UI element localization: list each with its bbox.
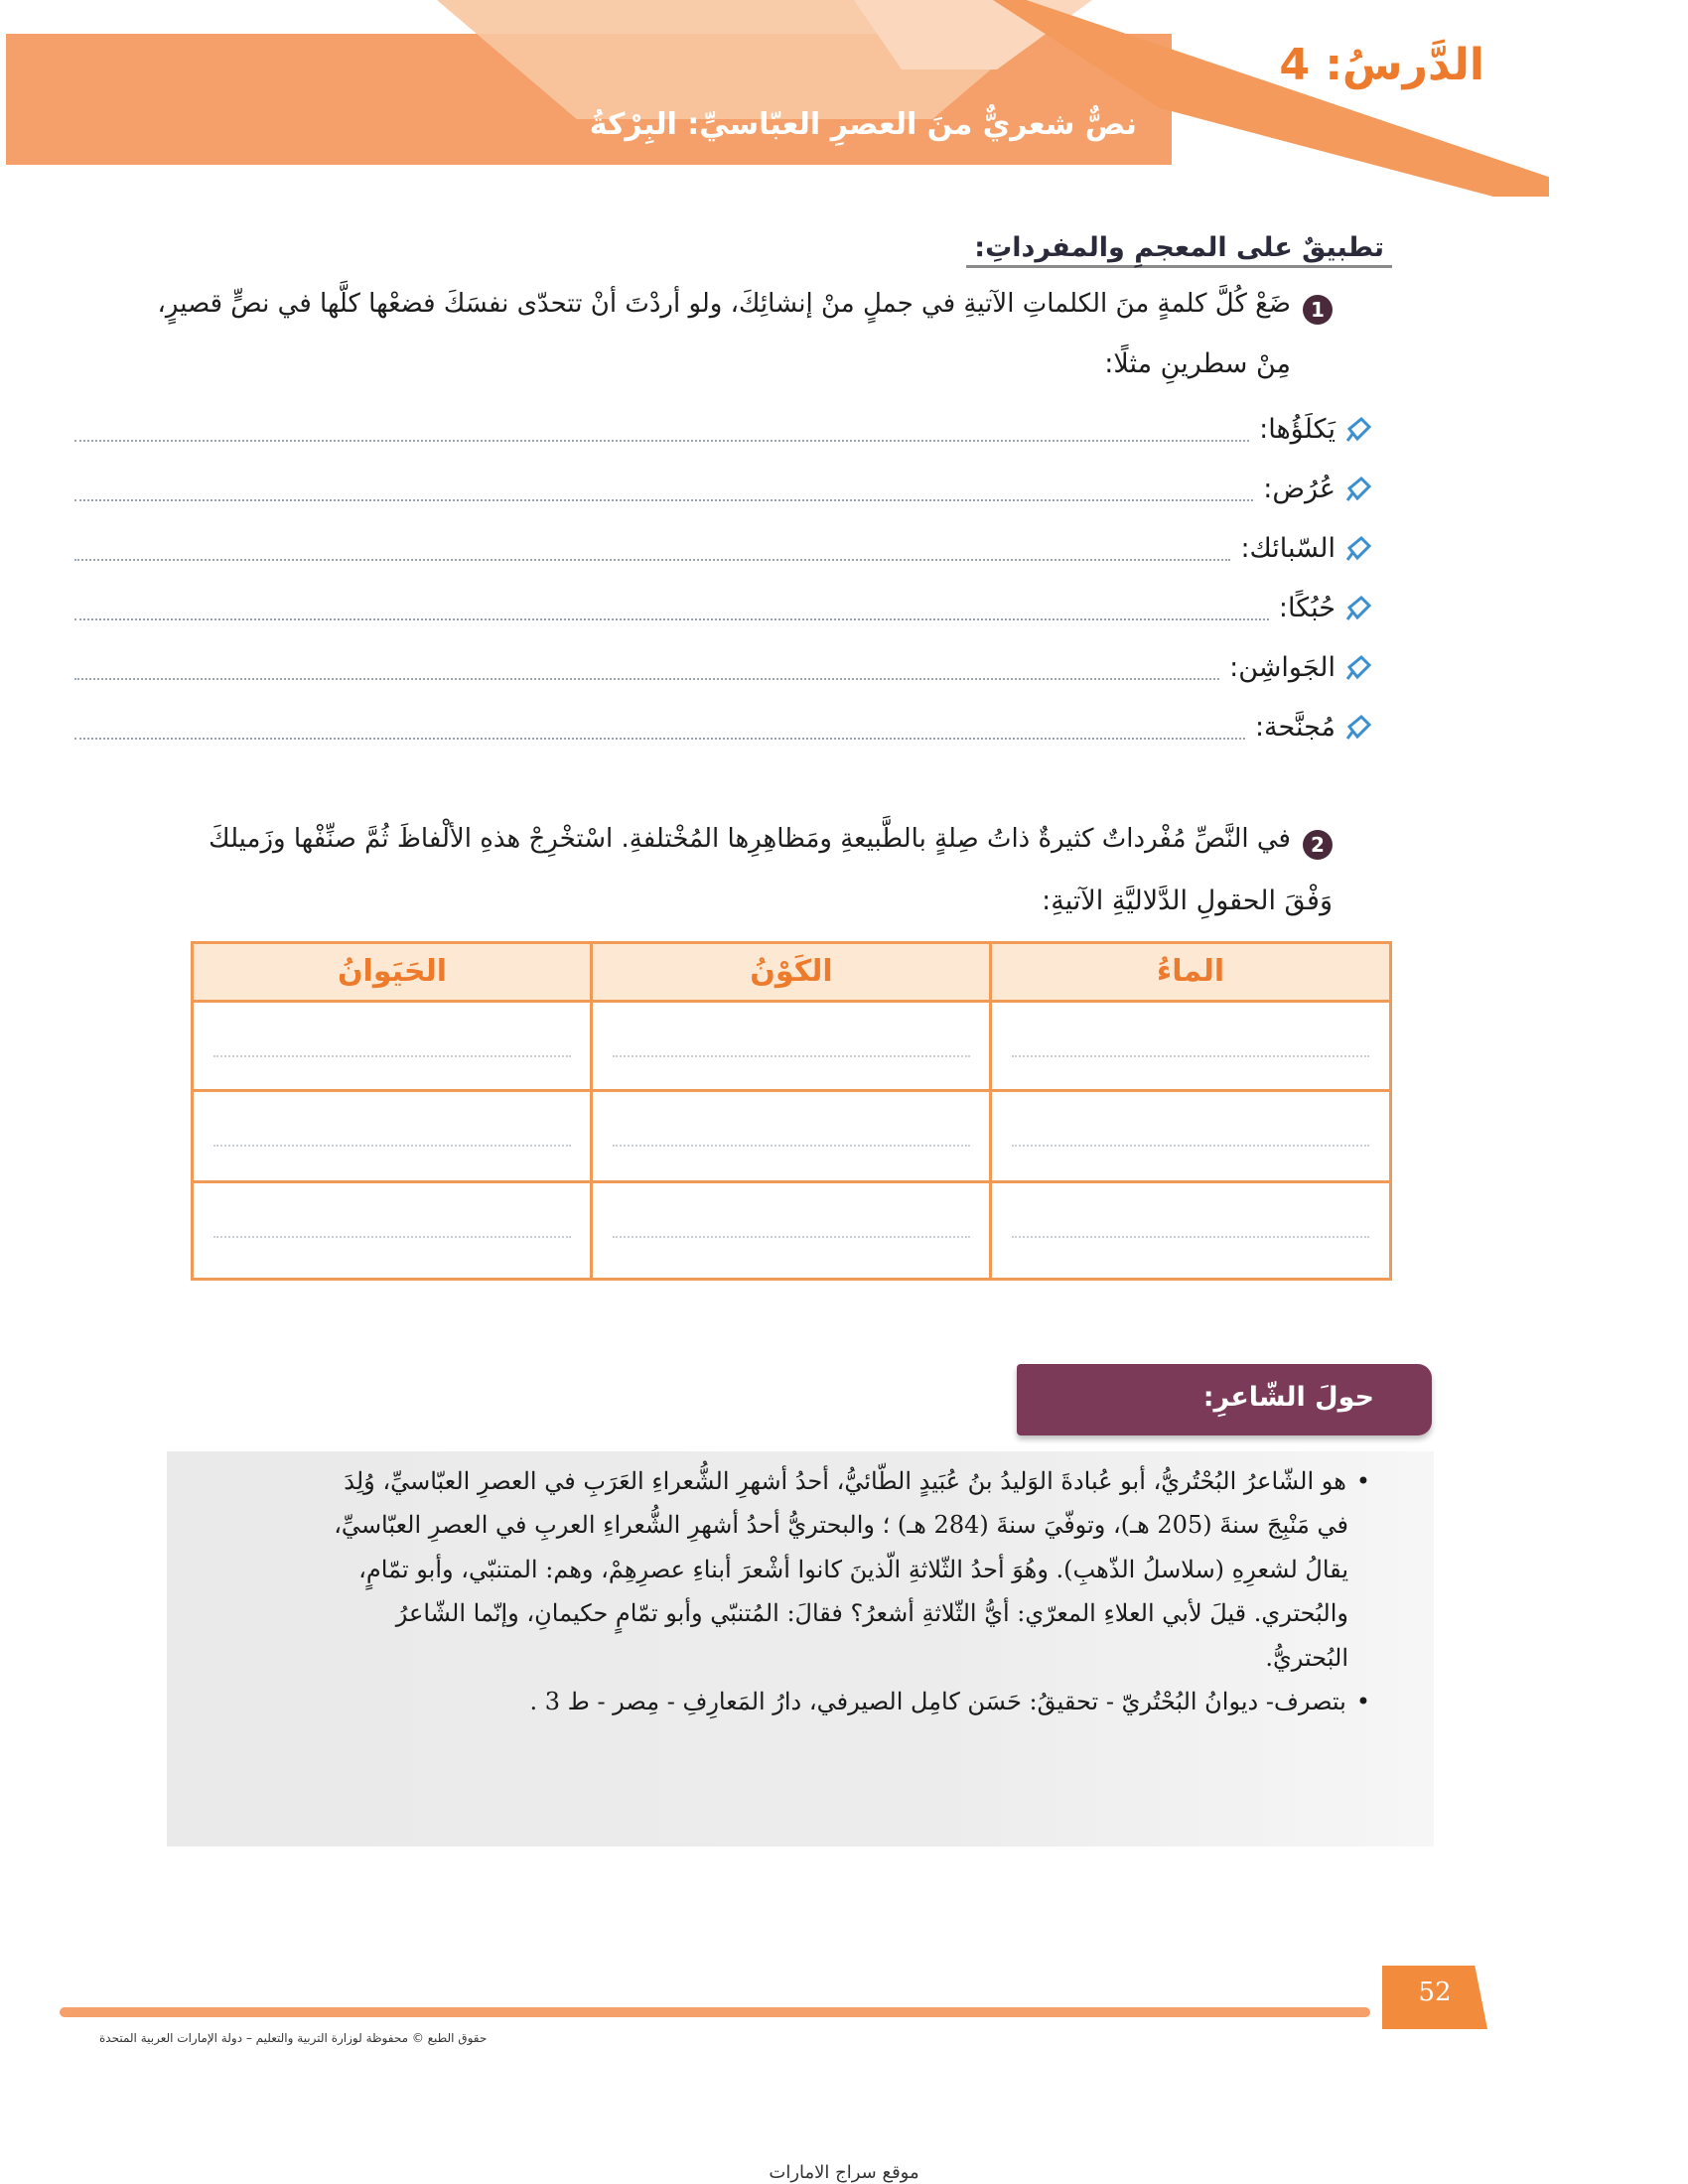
poet-bio-line: في مَنْبِجَ سنةَ (205 هـ)، وتوفّيَ سنةَ (284 هـ) ؛ والبحتريُّ أحدُ أشهرِ الشُّعراءِ العربِ في العصرِ العبّاسيِّ، [334,1511,1348,1540]
pencil-arrow-icon [1343,473,1375,504]
table-cell[interactable] [613,1053,970,1057]
word-row [74,467,1375,510]
table-cell[interactable] [1012,1234,1369,1238]
word-label: السّبائك: [1240,532,1336,564]
pencil-arrow-icon [1343,651,1375,683]
word-label: الجَواشِن: [1229,651,1336,683]
word-row [74,526,1375,570]
poet-bio-line: يقالُ لشعرِهِ (سلاسلُ الذّهبِ). وهُوَ أحدُ الثّلاثةِ الّذينَ كانوا أشْعرَ أبناءِ عصرِهِمْ، وهم: المتنبّي، وأبو تمّامٍ، [358,1555,1348,1583]
table-divider [194,1180,1389,1183]
word-label: يَكلَؤُها: [1259,413,1336,445]
pencil-arrow-icon [1343,532,1375,564]
site-name: موقع سراج الامارات [769,2162,919,2183]
section-heading: تطبيقٌ على المعجمِ والمفرداتِ: [966,230,1392,268]
answer-line[interactable] [74,595,1269,620]
question-number-badge: 1 [1303,295,1333,325]
pencil-arrow-icon [1343,711,1375,743]
table-cell[interactable] [213,1053,571,1057]
table-cell[interactable] [613,1234,970,1238]
question-1-text: ضَعْ كُلَّ كلمةٍ منَ الكلماتِ الآتيةِ في جملٍ منْ إنشائِكَ، ولو أردْتَ أنْ تتحدّى نفسَكَ فضعْها كلَّها في نصٍّ قصيرٍ، [157,289,1291,319]
word-label: عُرُض: [1263,473,1336,504]
answer-line[interactable] [74,654,1219,680]
table-divider [989,944,992,1278]
poet-section-title: حولَ الشّاعرِ: [1202,1382,1374,1413]
question-2-text: في النَّصِّ مُفْرداتٌ كثيرةٌ ذاتُ صِلةٍ بالطَّبيعةِ ومَظاهِرِها المُخْتلفةِ. اسْتخْرِجْ هذهِ الألْفاظَ ثُمَّ صنِّفْها وزَميلكَ [209,824,1291,854]
word-label: مُجنَّحة: [1254,711,1336,743]
bullet-icon: • [1355,1467,1370,1495]
lesson-title: الدَّرسُ: 4 [1279,40,1484,90]
table-cell[interactable] [213,1234,571,1238]
word-row [74,705,1375,749]
column-header-universe: الكَوْنُ [750,954,833,989]
column-header-water: الماءُ [1156,954,1225,989]
table-header [194,944,1389,1003]
table-cell[interactable] [1012,1143,1369,1147]
answer-line[interactable] [74,535,1230,561]
footer-line [60,2007,1370,2017]
copyright-notice: حقوق الطبع © محفوظة لوزارة التربية والتعليم – دولة الإمارات العربية المتحدة [99,2031,488,2045]
word-label: حُبُكًا: [1278,592,1336,623]
answer-line[interactable] [74,416,1249,442]
question-2-text-line2: وَفْقَ الحقولِ الدَّلاليَّةِ الآتيةِ: [1042,886,1333,916]
poet-source: بتصرف- ديوانُ البُحْتُريّ - تحقيقُ: حَسَن كامِل الصيرفي، دارُ المَعارِفِ - مِصر - ط 3 . [529,1687,1346,1715]
pencil-arrow-icon [1343,592,1375,623]
bullet-icon: • [1355,1687,1370,1715]
poet-bio-line: والبُحتري. قيلَ لأبي العلاءِ المعرّي: أيُّ الثّلاثةِ أشعرُ؟ فقالَ: المُتنبّي وأبو تمّامٍ حكيمانِ، وإنّما الشّاعرُ [395,1599,1348,1628]
lesson-subtitle: نصٌّ شعريٌّ منَ العصرِ العبّاسيِّ: البِرْكةُ [589,107,1137,142]
word-row [74,407,1375,451]
pencil-arrow-icon [1343,413,1375,445]
poet-bio [179,1459,1370,1723]
table-cell[interactable] [613,1143,970,1147]
table-cell[interactable] [1012,1053,1369,1057]
answer-line[interactable] [74,476,1253,501]
poet-bio-line: البُحتريُّ. [1265,1643,1348,1672]
table-divider [194,1089,1389,1092]
table-divider [590,944,593,1278]
poet-bio-line: هو الشّاعرُ البُحْتُريُّ، أبو عُبادةَ الوَليدُ بنُ عُبَيدٍ الطّائيُّ، أحدُ أشهرِ الشُّعراءِ العَرَبِ في العصرِ العبّاسيِّ، وُلِدَ [344,1467,1346,1495]
semantic-fields-table [191,941,1392,1281]
answer-line[interactable] [74,714,1245,740]
table-cell[interactable] [213,1143,571,1147]
column-header-animal: الحَيَوانُ [337,954,448,989]
question-number-badge: 2 [1303,830,1333,860]
question-1-text-line2: مِنْ سطرينِ مثلًا: [1104,348,1291,379]
word-row [74,645,1375,689]
word-row [74,586,1375,629]
page-number: 52 [1418,1978,1452,2007]
